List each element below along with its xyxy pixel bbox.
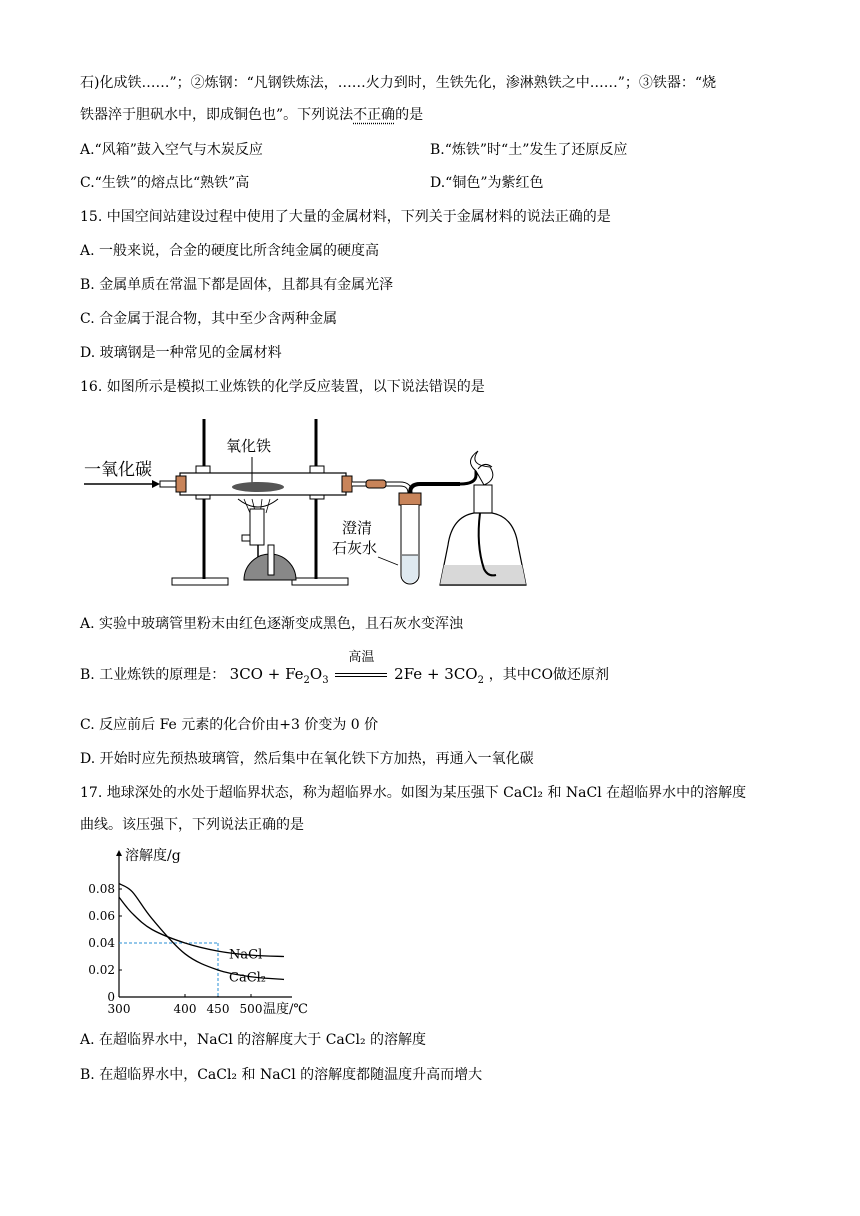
x-tick-label: 300 [107,1002,131,1016]
q14-option-a: A.“风箱”鼓入空气与木炭反应 [80,142,263,158]
q17-option-b: B. 在超临界水中，CaCl₂ 和 NaCl 的溶解度都随温度升高而增大 [80,1067,483,1083]
q17-stem-line2: 曲线。该压强下，下列说法正确的是 [80,817,304,833]
iron-oxide-powder [232,482,284,492]
chemical-equation: $3CO + Fe_2O_3$ 高温 $2Fe + 3CO_2$ [229,650,484,686]
equals-sign [335,673,387,677]
x-tick-label: 500 [239,1002,263,1016]
q15-option-a: A. 一般来说，合金的硬度比所含纯金属的硬度高 [80,243,380,259]
q15-option-b: B. 金属单质在常温下都是固体，且都具有金属光泽 [80,277,394,293]
x-tick-label: 400 [173,1002,197,1016]
x-axis-label: 温度/℃ [263,1002,308,1017]
q16-option-b: B. 工业炼铁的原理是： $3CO + Fe_2O_3$ 高温 $2Fe + 3CO_2$ ，其中CO做还原剂 [80,650,609,686]
burner-flame [238,499,278,507]
y-tick-label: 0.02 [88,963,115,977]
y-tick-label: 0.06 [88,909,115,923]
q14-option-c: C.“生铁”的熔点比“熟铁”高 [80,175,250,191]
exhaust-burner [440,451,526,585]
q16-option-d: D. 开始时应先预热玻璃管，然后集中在氧化铁下方加热，再通入一氧化碳 [80,751,534,767]
limewater-label-1: 澄清 [342,519,373,537]
left-iron-stand [172,419,228,585]
reaction-condition: 高温 [348,650,375,665]
y-tick-label: 0 [107,990,115,1004]
co-label: 一氧化碳 [84,460,152,480]
y-tick-label: 0.08 [88,882,115,896]
test-tube [399,493,421,584]
right-iron-stand [292,419,348,585]
series-label: CaCl₂ [229,970,267,986]
ironmaking-apparatus-figure [80,405,550,600]
q16-option-c: C. 反应前后 Fe 元素的化合价由+3 价变为 0 价 [80,717,379,733]
solubility-chart [80,842,308,1022]
q14-option-b: B.“炼铁”时“土”发生了还原反应 [430,142,628,158]
y-axis-arrow [116,850,122,856]
q14-line2: 铁器淬于胆矾水中，即成铜色也”。下列说法不正确的是 [80,107,424,123]
emphasis-text: 不正确 [353,107,396,123]
q15-option-d: D. 玻璃钢是一种常见的金属材料 [80,345,282,361]
fe2o3-label: 氧化铁 [226,437,272,455]
alcohol-burner [242,509,296,580]
x-tick-label: 450 [206,1002,230,1016]
y-axis-label: 溶解度/g [125,848,181,864]
q15-stem: 15. 中国空间站建设过程中使用了大量的金属材料，下列关于金属材料的说法正确的是 [80,209,611,225]
series-line-cacl2 [119,884,284,980]
q14-option-d: D.“铜色”为紫红色 [430,175,544,191]
q14-line1: 石)化成铁……”；②炼钢：“凡钢铁炼法，……火力到时，生铁先化，渗淋熟铁之中……”；③铁器：“烧 [80,75,717,91]
q17-option-a: A. 在超临界水中，NaCl 的溶解度大于 CaCl₂ 的溶解度 [80,1032,427,1048]
co-inlet-arrow [84,480,160,488]
q15-option-c: C. 合金属于混合物，其中至少含两种金属 [80,311,338,327]
q16-stem: 16. 如图所示是模拟工业炼铁的化学反应装置，以下说法错误的是 [80,379,485,395]
q16-option-a: A. 实验中玻璃管里粉末由红色逐渐变成黑色，且石灰水变浑浊 [80,616,464,632]
series-label: NaCl [229,947,263,963]
q17-stem-line1: 17. 地球深处的水处于超临界状态，称为超临界水。如图为某压强下 CaCl₂ 和 NaCl 在超临界水中的溶解度 [80,785,747,801]
limewater-label-2: 石灰水 [332,539,378,557]
y-tick-label: 0.04 [88,936,115,950]
